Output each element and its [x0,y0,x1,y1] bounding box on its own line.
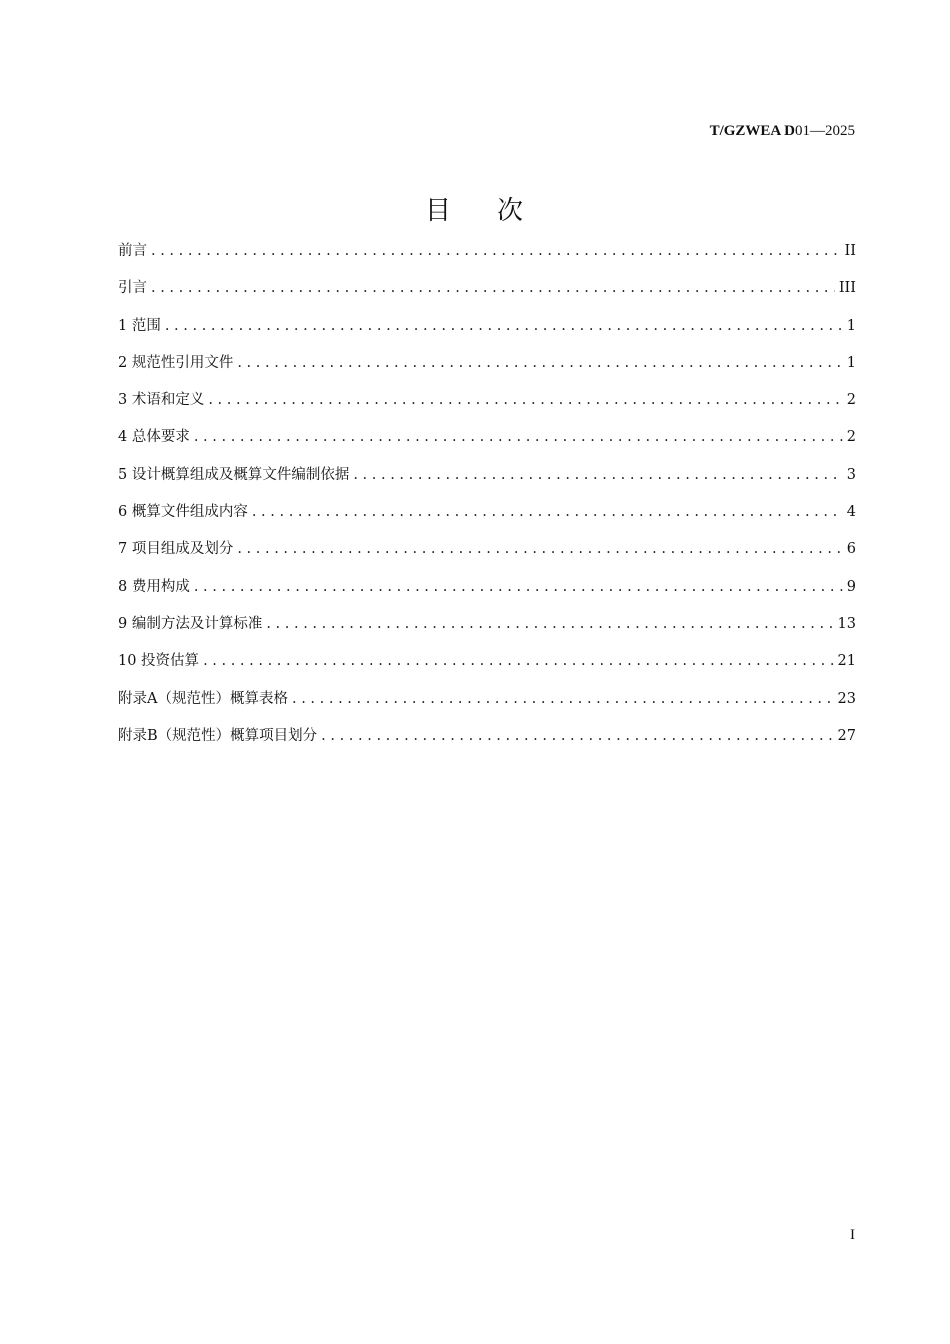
toc-leader [237,531,842,568]
toc-entry[interactable] [118,531,856,568]
toc-leader [151,270,835,307]
document-code [710,123,855,140]
toc-entry-label: 10 投资估算 [118,653,200,670]
toc-entry[interactable] [118,233,856,270]
toc-entry[interactable] [118,457,856,494]
toc-leader [151,233,841,270]
toc-entry-label: 9 编制方法及计算标准 [118,615,263,632]
toc-list [118,233,856,755]
document-code-number: 01—2025 [795,123,855,139]
toc-entry-page: 2 [846,392,856,409]
toc-entry-label: 5 设计概算组成及概算文件编制依据 [118,466,350,483]
toc-leader [292,681,834,718]
toc-entry-page: 21 [837,653,856,670]
toc-entry-page: 9 [846,578,856,595]
toc-entry[interactable] [118,419,856,456]
toc-leader [321,718,833,755]
toc-leader [194,569,843,606]
toc-entry-label: 附录B（规范性）概算项目划分 [118,727,318,744]
toc-entry[interactable] [118,308,856,345]
toc-entry-label: 7 项目组成及划分 [118,541,234,558]
toc-title-char-1: 目 [424,196,453,226]
toc-leader [165,308,843,345]
toc-title-char-2: 次 [497,196,526,226]
toc-entry-page: 27 [837,727,856,744]
toc-entry-label: 4 总体要求 [118,429,190,446]
toc-entry[interactable] [118,681,856,718]
toc-entry-page: 23 [837,690,856,707]
page-number: I [850,1227,855,1243]
toc-entry-page: 4 [846,504,856,521]
toc-leader [208,382,842,419]
toc-entry-label: 6 概算文件组成内容 [118,504,248,521]
toc-leader [252,494,843,531]
toc-entry-page: 2 [846,429,856,446]
toc-entry[interactable] [118,345,856,382]
document-code-prefix: T/GZWEA D [709,123,795,139]
toc-entry-page: 1 [846,354,856,371]
toc-leader [237,345,842,382]
toc-entry-page: 13 [837,615,856,632]
toc-entry[interactable] [118,270,856,307]
toc-entry-label: 前言 [118,243,147,259]
toc-entry-label: 1 范围 [118,317,161,334]
toc-entry-label: 引言 [118,280,147,297]
toc-entry-page: 6 [846,541,856,558]
toc-entry-label: 附录A（规范性）概算表格 [118,690,288,707]
toc-entry[interactable] [118,606,856,643]
toc-entry-label: 2 规范性引用文件 [118,354,234,371]
toc-entry[interactable] [118,569,856,606]
toc-entry[interactable] [118,382,856,419]
toc-entry[interactable] [118,643,856,680]
toc-entry[interactable] [118,718,856,755]
toc-entry-page: II [844,243,856,259]
toc-entry-label: 3 术语和定义 [118,392,205,409]
toc-entry-page: 1 [846,317,856,334]
toc-title [0,190,950,227]
toc-entry-page: III [838,280,856,297]
toc-leader [266,606,833,643]
toc-leader [353,457,842,494]
toc-entry[interactable] [118,494,856,531]
toc-entry-page: 3 [846,466,856,483]
toc-leader [203,643,833,680]
toc-entry-label: 8 费用构成 [118,578,190,595]
toc-leader [194,419,843,456]
